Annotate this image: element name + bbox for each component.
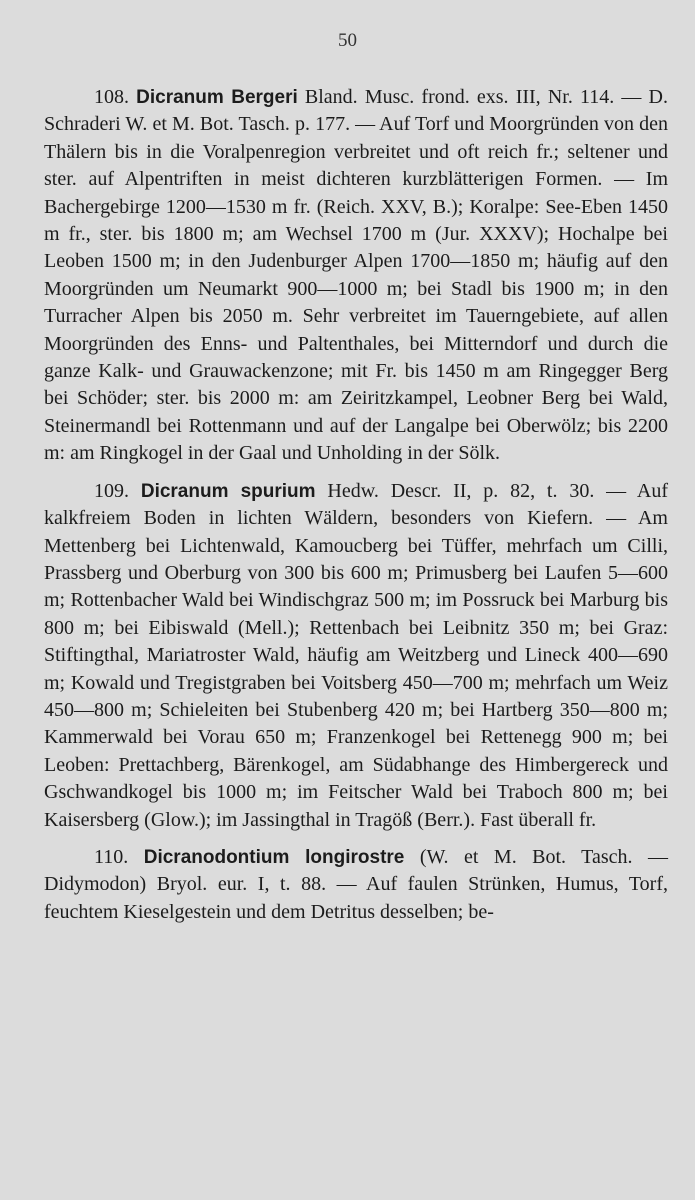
entry-109 <box>44 478 668 834</box>
species-name: Dicranum Bergeri <box>136 87 298 108</box>
entry-110 <box>44 844 668 926</box>
species-name: Dicranum spurium <box>140 480 316 502</box>
species-name: Dicranodontium longirostre <box>143 846 405 868</box>
entry-number: 109. <box>94 479 129 502</box>
entry-text: Hedw. Descr. II, p. 82, t. 30. — Auf kalkfreiem Boden in lichten Wäldern, besonders von Kiefern. — Am Mettenberg bei Lichtenwald, Kamoucberg bei Tüffer, mehrfach um Cilli, Prassberg und Oberburg von 300 bis 600 m; Primusberg bei Laufen 5—600 m; Rottenbacher Wald bei Windischgraz 500 m; im Possruck bei Marburg bis 800 m; bei Eibiswald (Mell.); Rettenbach bei Leibnitz 350 m; bei Graz: Stiftingthal, Mariatroster Wald, häufig am Weitzberg und Lineck 400—690 m; Kowald und Tregistgraben bei Voitsberg 450—700 m; mehrfach um Weiz 450—800 m; Schieleiten bei Stubenberg 420 m; bei Hartberg 350—800 m; Kammerwald bei Vorau 650 m; Franzenkogel bei Rettenegg 900 m; bei Leoben: Prettachberg, Bärenkogel, am Südabhange des Himbergereck und Gschwandkogel bis 1000 m; im Feitscher Wald bei Traboch 800 m; bei Kaisersberg (Glow.); im Jassingthal in Tragöß (Berr.). Fast überall fr. <box>44 479 669 831</box>
entry-text: (W. et M. Bot. Tasch. — Didymodon) Bryol. eur. I, t. 88. — Auf faulen Strünken, Humus, Torf, feuchtem Kieselgestein und dem Detritus desselben; be- <box>44 845 668 923</box>
page-number: 50 <box>338 30 357 51</box>
entry-number: 110. <box>94 845 129 868</box>
entry-text: Bland. Musc. frond. exs. III, Nr. 114. — D. Schraderi W. et M. Bot. Tasch. p. 177. — Auf Torf und Moorgründen von den Thälern bis in die Voralpenregion verbreitet und oft reich fr.; seltener und ster. auf Alpentriften in meist dichteren kurzblätterigen Formen. — Im Bachergebirge 1200—1530 m fr. (Reich. XXV, B.); Koralpe: See-Eben 1450 m fr., ster. bis 1800 m; am Wechsel 1700 m (Jur. XXXV); Hochalpe bei Leoben 1500 m; in den Judenburger Alpen 1700—1850 m; häufig auf den Moorgründen um Neumarkt 900—1000 m; bei Stadl bis 1900 m; in den Turracher Alpen bis 2050 m. Sehr verbreitet im Tauerngebiete, auf allen Moorgründen des Enns- und Paltenthales, bei Mitterndorf und durch die ganze Kalk- und Grauwackenzone; mit Fr. bis 1450 m am Ringegger Berg bei Schöder; ster. bis 2000 m: am Zeiritzkampel, Leobner Berg bei Wald, Steinermandl bei Rottenmann und auf der Langalpe bei Oberwölz; bis 2200 m: am Ringkogel in der Gaal und Unholding in der Sölk. <box>44 86 668 465</box>
entry-108 <box>44 84 668 468</box>
page-body <box>44 84 668 926</box>
entry-number: 108. <box>94 86 129 108</box>
